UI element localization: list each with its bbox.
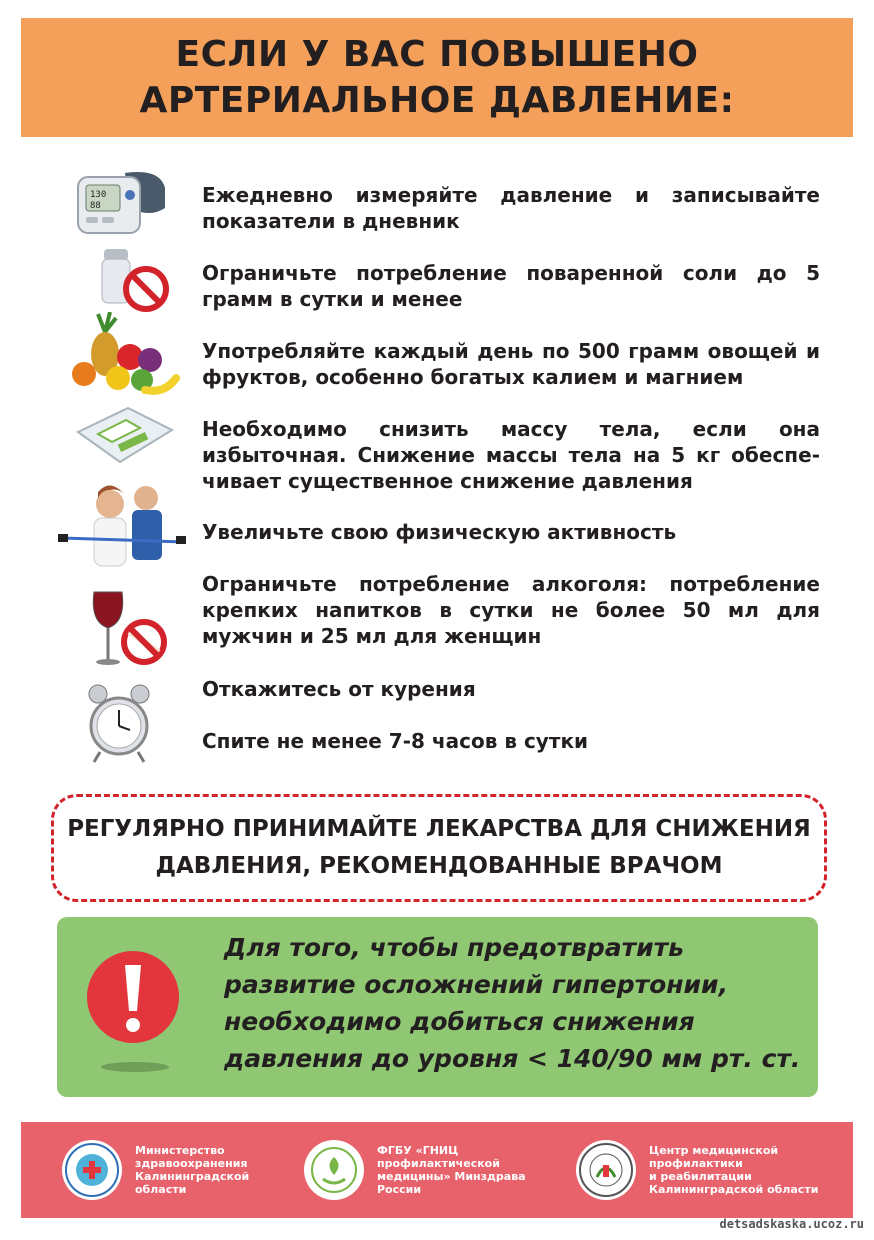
alarm-clock-icon [84,682,154,766]
warning-box [57,917,818,1097]
center-line-4: Калининградской области [649,1183,819,1196]
warning-line-4: давления до уровня < 140/90 мм рт. ст. [224,1044,801,1073]
warning-line-1: Для того, чтобы предотвратить [224,933,684,962]
exercise-icon [58,478,188,570]
svg-text:130: 130 [90,190,107,200]
header-banner [21,18,853,137]
ministry-line-1: Министерство [135,1144,225,1157]
footer-org-ministry [61,1122,249,1218]
footer-org-center [575,1122,818,1218]
svg-text:88: 88 [90,201,101,211]
tip-sleep: Спите не менее 7-8 часов в сутки [202,729,589,753]
notice-line-1: РЕГУЛЯРНО ПРИНИМАЙТЕ ЛЕКАРСТВА ДЛЯ СНИЖЕНИЯ [67,816,811,842]
medication-notice [51,794,827,902]
tip-reduce-weight: Необходимо снизить массу тела, если она избыточная. Снижение массы тела на 5 кг обеспе-чивает существенное снижение давления [202,417,820,493]
header-title-line-2: АРТЕРИАЛЬНОЕ ДАВЛЕНИЕ: [139,79,735,121]
footer-banner [21,1122,853,1218]
tip-limit-salt: Ограничьте потребление поваренной соли до 5 грамм в сутки и менее [202,261,820,311]
warning-text [224,929,800,1077]
header-title-line-1: ЕСЛИ У ВАС ПОВЫШЕНО [175,33,699,75]
tip-quit-smoking: Откажитесь от курения [202,677,476,701]
wine-no-smoking-icon [88,588,172,670]
warning-line-3: необходимо добиться снижения [224,1007,695,1036]
exclamation-icon [85,945,185,1077]
ministry-line-3: Калининградской [135,1170,250,1183]
warning-line-2: развитие осложнений гипертонии, [224,970,729,999]
fruits-vegetables-icon [70,312,180,397]
tip-physical-activity: Увеличьте свою физическую активность [202,520,677,544]
tip-eat-vegetables: Употребляйте каждый день по 500 грамм овощей и фруктов, особенно богатых калием и магнием [202,339,820,389]
scale-icon [68,402,178,472]
ministry-line-2: здравоохранения [135,1157,248,1170]
tip-limit-alcohol: Ограничьте потребление алкоголя: потребление крепких напитков в сутки не более 50 мл для мужчин и 25 мл для женщин [202,572,820,648]
gnic-line-2: профилактической [377,1157,500,1170]
center-emblem-icon [575,1139,637,1201]
ministry-line-4: области [135,1183,187,1196]
center-line-3: и реабилитации [649,1170,752,1183]
gnic-line-3: медицины» Минздрава [377,1170,526,1183]
gnic-logo-icon [303,1139,365,1201]
footer-org-gnic [303,1122,526,1218]
center-line-1: Центр медицинской [649,1144,779,1157]
watermark: detsadskaska.ucoz.ru [719,1217,864,1231]
notice-line-2: ДАВЛЕНИЯ, РЕКОМЕНДОВАННЫЕ ВРАЧОМ [155,853,723,879]
no-salt-icon [98,245,173,315]
center-line-2: профилактики [649,1157,743,1170]
tip-measure-pressure: Ежедневно измеряйте давление и записывайте показатели в дневник [202,183,820,233]
ministry-emblem-icon [61,1139,123,1201]
blood-pressure-monitor-icon [70,163,170,243]
gnic-line-1: ФГБУ «ГНИЦ [377,1144,459,1157]
gnic-line-4: России [377,1183,422,1196]
